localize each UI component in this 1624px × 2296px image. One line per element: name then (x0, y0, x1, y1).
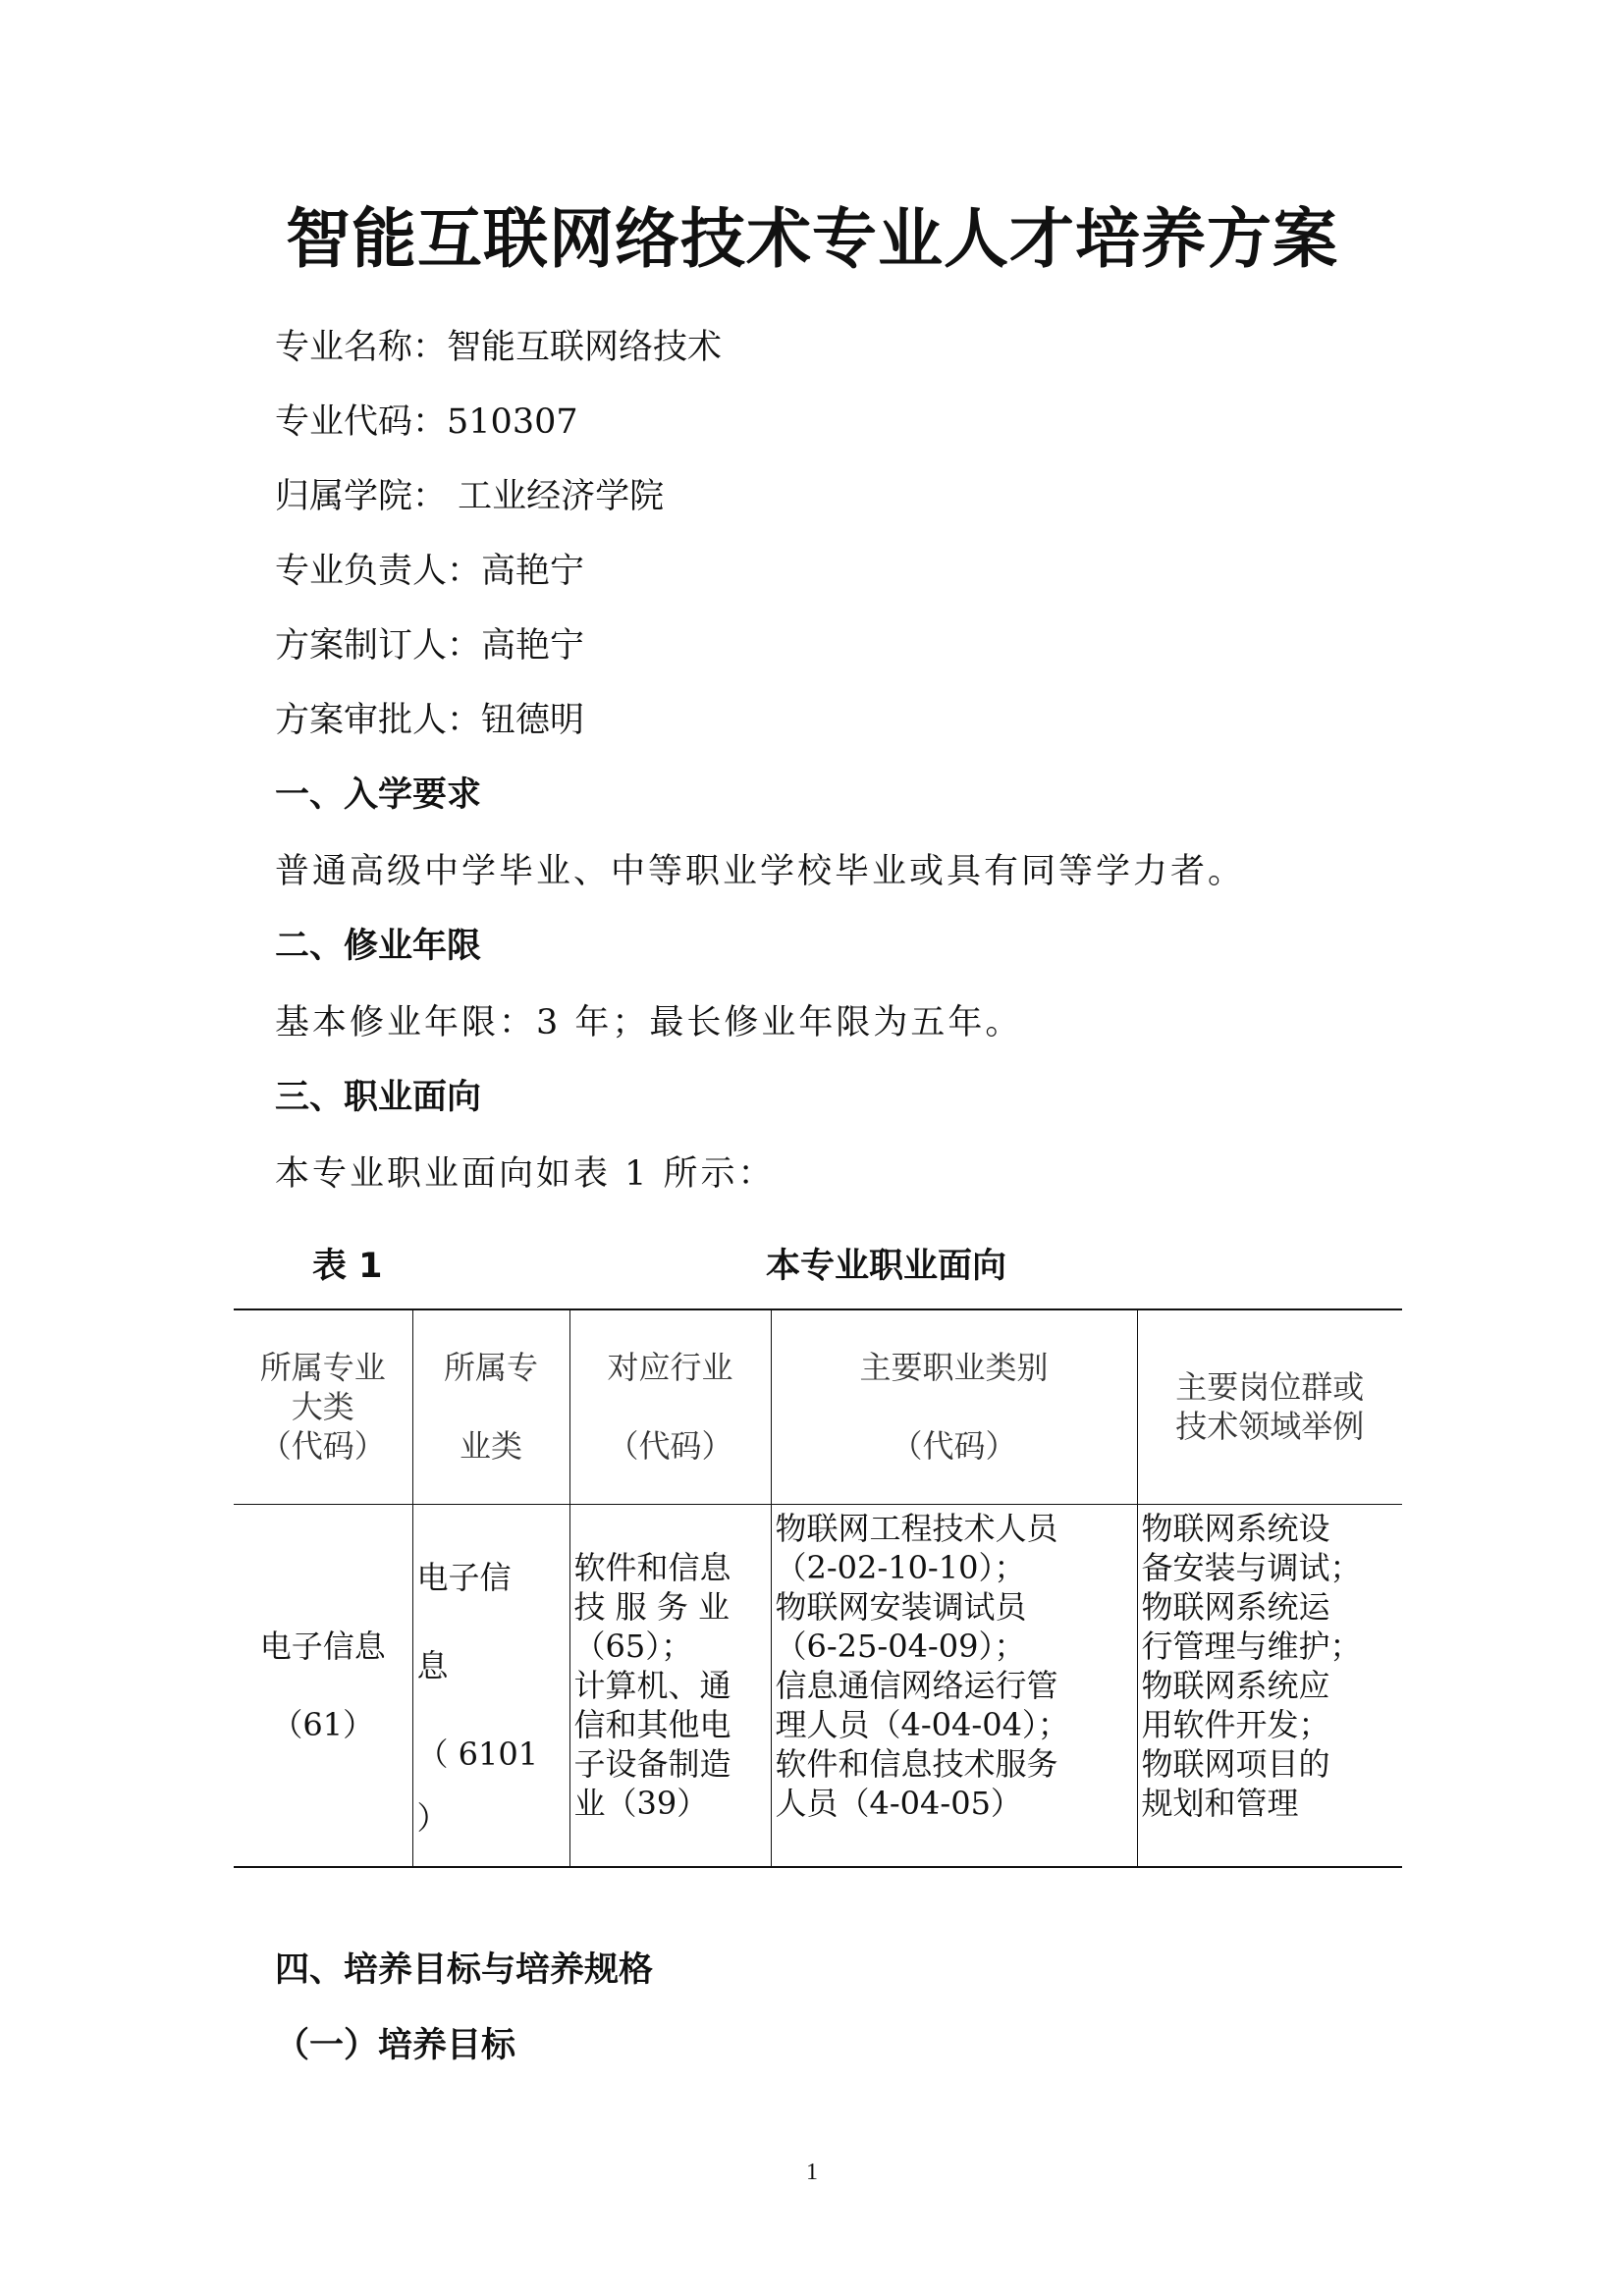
meta-label: 专业名称： (275, 328, 448, 367)
meta-value: 高艳宁 (481, 626, 585, 666)
meta-label: 方案制订人： (275, 626, 482, 666)
header-positions (1137, 1309, 1402, 1504)
cell-line: 软件和信息 (573, 1548, 731, 1586)
table-caption-title: 本专业职业面向 (766, 1247, 1007, 1286)
cell-line: 信息通信网络运行管 (775, 1666, 1058, 1704)
cell-major-class (412, 1504, 569, 1867)
career-table (234, 1308, 1402, 1868)
header-line: 主要职业类别 (859, 1349, 1049, 1387)
section-body-admission: 普通高级中学毕业、中等职业学校毕业或具有同等学力者。 (275, 852, 1246, 891)
cell-line: 计算机、通 (573, 1666, 731, 1704)
cell-line: 物联网工程技术人员 (775, 1509, 1058, 1547)
meta-value: 高艳宁 (481, 552, 585, 591)
cell-line: 业（39） (573, 1784, 709, 1822)
cell-line: 物联网系统应 (1141, 1666, 1330, 1704)
meta-label: 专业负责人： (275, 552, 482, 591)
cell-line: 电子信息 (259, 1627, 386, 1665)
header-line: 所属专业 (259, 1349, 386, 1387)
meta-label: 方案审批人： (275, 701, 482, 740)
header-line: （代码） (891, 1427, 1017, 1466)
header-major-class (412, 1309, 569, 1504)
header-line: （代码） (607, 1427, 733, 1466)
section-body-career: 本专业职业面向如表 1 所示： (275, 1154, 776, 1194)
meta-plan-approver (275, 699, 584, 742)
section-heading-admission: 一、入学要求 (275, 775, 482, 815)
cell-line: 电子信 (416, 1558, 512, 1596)
cell-line: （ 6101 (416, 1735, 539, 1773)
meta-college (275, 475, 664, 518)
table-header-row (234, 1309, 1402, 1504)
section-heading-duration: 二、修业年限 (275, 927, 482, 966)
header-line: 所属专 (443, 1349, 538, 1387)
cell-line: 物联网系统运 (1141, 1587, 1330, 1626)
meta-value: 智能互联网络技术 (447, 328, 723, 367)
cell-line: 物联网项目的 (1141, 1744, 1330, 1783)
cell-line: 信和其他电 (573, 1705, 731, 1743)
header-major-category (234, 1309, 412, 1504)
header-line: 对应行业 (607, 1349, 733, 1387)
meta-label: 归属学院： (275, 477, 448, 516)
table-caption-number: 表 1 (312, 1247, 383, 1286)
meta-plan-author (275, 624, 584, 667)
cell-line: （61） (271, 1705, 375, 1743)
header-line: 业类 (459, 1427, 522, 1466)
meta-value: 510307 (447, 402, 578, 442)
cell-major-category (234, 1504, 412, 1867)
header-industry (569, 1309, 771, 1504)
cell-occupation (771, 1504, 1137, 1867)
cell-line: 行管理与维护； (1141, 1627, 1362, 1665)
header-line: （代码） (259, 1427, 386, 1466)
cell-line: 物联网系统设 (1141, 1509, 1330, 1547)
section-heading-objectives: 四、培养目标与培养规格 (275, 1950, 654, 1990)
cell-line: 软件和信息技术服务 (775, 1744, 1058, 1783)
header-occupation (771, 1309, 1137, 1504)
cell-line: 理人员（4-04-04）； (775, 1705, 1069, 1743)
page-number: 1 (806, 2160, 818, 2185)
meta-major-lead (275, 550, 584, 593)
cell-line: 人员（4-04-05） (775, 1784, 1022, 1822)
section-heading-career: 三、职业面向 (275, 1078, 482, 1117)
meta-major-name (275, 326, 722, 369)
table-row (234, 1504, 1402, 1867)
cell-line: （65）； (573, 1627, 693, 1665)
meta-value: 工业经济学院 (447, 477, 665, 516)
cell-line: ） (416, 1798, 449, 1837)
cell-line: 备安装与调试； (1141, 1548, 1362, 1586)
cell-line: 规划和管理 (1141, 1784, 1299, 1822)
header-line: 大类 (291, 1388, 354, 1426)
meta-major-code (275, 400, 578, 444)
header-line: 主要岗位群或 (1175, 1368, 1365, 1407)
header-line: 技术领域举例 (1175, 1408, 1365, 1446)
cell-positions (1137, 1504, 1402, 1867)
cell-line: （6-25-04-09）； (775, 1627, 1026, 1665)
cell-line: 用软件开发； (1141, 1705, 1330, 1743)
document-title: 智能互联网络技术专业人才培养方案 (286, 201, 1338, 277)
cell-line: 子设备制造 (573, 1744, 731, 1783)
meta-label: 专业代码： (275, 402, 448, 442)
cell-industry (569, 1504, 771, 1867)
cell-line: 技 服 务 业 (573, 1587, 731, 1626)
section-body-duration: 基本修业年限：3 年；最长修业年限为五年。 (275, 1003, 1023, 1042)
cell-line: 物联网安装调试员 (775, 1587, 1027, 1626)
cell-line: 息 (416, 1646, 449, 1684)
subsection-heading-objectives: （一）培养目标 (275, 2026, 516, 2065)
cell-line: （2-02-10-10）； (775, 1548, 1026, 1586)
meta-value: 钮德明 (481, 701, 585, 740)
